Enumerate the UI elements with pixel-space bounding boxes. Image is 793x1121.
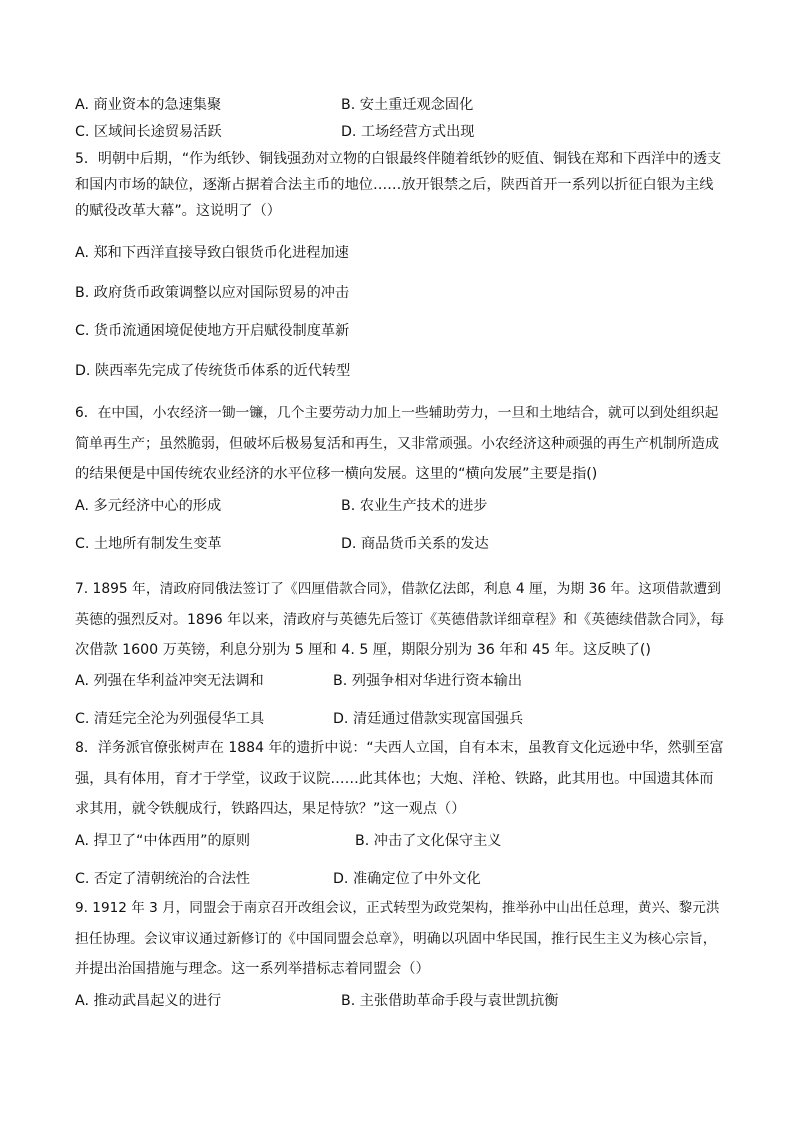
q9-stem (75, 893, 725, 985)
q6-option-c: C. 土地所有制发生变革 (75, 536, 222, 552)
q4-option-d: D. 工场经营方式出现 (341, 124, 475, 140)
q7-stem-line: 英德的强烈反对。1896 年以来，清政府与英德先后签订《英德借款详细章程》和《英德续借款合同》，每 (75, 611, 725, 628)
q9-options-row-1 (75, 989, 735, 1013)
q6-stem-line: 的结果便是中国传统农业经济的水平位移一横向发展。这里的“横向发展”主要是指() (75, 466, 598, 482)
q9-stem-line: 9. 1912 年 3 月，同盟会于南京召开改组会议，正式转型为政党架构，推举孙中山出任总理，黄兴、黎元洪 (75, 900, 720, 916)
q5-stem-line: 5．明朝中后期，“作为纸钞、铜钱强劲对立物的白银最终伴随着纸钞的贬值、铜钱在郑和下西洋中的透支 (75, 151, 722, 167)
q4-options-row-1 (75, 93, 735, 117)
q8-options-row-1 (75, 829, 735, 853)
q8-options-row-2 (75, 867, 735, 891)
q4-options-row-2 (75, 120, 735, 144)
q8-option-b: B. 冲击了文化保守主义 (355, 833, 502, 849)
q8-stem-line: 求其用，就令铁舰成行，铁路四达，果足恃欤？”这一观点（） (75, 801, 466, 817)
q5-option-c: C. 货币流通困境促使地方开启赋役制度革新 (75, 323, 350, 339)
q6-stem-line: 6．在中国，小农经济一锄一镰，几个主要劳动力加上一些辅助劳力，一旦和土地结合，就可以到处组织起 (75, 405, 719, 421)
q7-stem-line: 次借款 1600 万英镑，利息分别为 5 厘和 4. 5 厘，期限分别为 36 年和 45 年。这反映了() (75, 642, 651, 658)
q5-stem (75, 146, 725, 224)
q9-option-b: B. 主张借助革命手段与袁世凯抗衡 (341, 993, 559, 1009)
q5-option-d: D. 陕西率先完成了传统货币体系的近代转型 (75, 363, 351, 379)
q5-option-b: B. 政府货币政策调整以应对国际贸易的冲击 (75, 285, 350, 301)
q5-stem-line: 和国内市场的缺位，逐渐占据着合法主币的地位……放开银禁之后，陕西首开一系列以折征白银为主线 (75, 177, 714, 193)
q7-option-c: C. 清廷完全沦为列强侵华工具 (75, 711, 265, 727)
q9-option-a: A. 推动武昌起义的进行 (75, 993, 222, 1009)
q9-stem-line: 并提出治国措施与理念。这一系列举措标志着同盟会（） (75, 961, 430, 977)
q8-stem-line: 强，具有体用，育才于学堂，议政于议院……此其体也；大炮、洋枪、铁路，此其用也。中国遗其体而 (75, 770, 714, 787)
q6-options-row-1 (75, 494, 735, 518)
q7-option-b: B. 列强争相对华进行资本输出 (333, 673, 523, 689)
q7-options-row-1 (75, 669, 735, 693)
q6-options-row-2 (75, 532, 735, 556)
q7-stem (75, 574, 725, 666)
q8-option-d: D. 准确定位了中外文化 (333, 871, 481, 887)
q7-option-d: D. 清廷通过借款实现富国强兵 (333, 711, 524, 727)
q6-option-d: D. 商品货币关系的发达 (341, 536, 489, 552)
q8-option-a: A. 捍卫了“中体西用”的原则 (75, 833, 251, 849)
q4-option-b: B. 安土重迁观念固化 (341, 97, 474, 113)
q5-stem-line: 的赋役改革大幕”。这说明了（） (75, 203, 281, 219)
q8-stem (75, 733, 725, 825)
q6-stem (75, 398, 725, 490)
q8-option-c: C. 否定了清朝统治的合法性 (75, 871, 250, 887)
q5-option-a: A. 郑和下西洋直接导致白银货币化进程加速 (75, 245, 349, 261)
q7-options-row-2 (75, 707, 735, 731)
q4-option-a: A. 商业资本的急速集聚 (75, 97, 222, 113)
q6-option-a: A. 多元经济中心的形成 (75, 498, 222, 514)
q6-option-b: B. 农业生产技术的进步 (341, 498, 488, 514)
q4-option-c: C. 区域间长途贸易活跃 (75, 124, 222, 140)
q6-stem-line: 简单再生产；虽然脆弱，但破坏后极易复活和再生，又非常顽强。小农经济这种顽强的再生产机制所造成 (75, 435, 719, 452)
q8-stem-line: 8．洋务派官僚张树声在 1884 年的遗折中说：“夫西人立国，自有本末，虽教育文化远逊中华，然驯至富 (75, 740, 724, 756)
q7-stem-line: 7. 1895 年，清政府同俄法签订了《四厘借款合同》，借款亿法郎，利息 4 厘，为期 36 年。这项借款遭到 (75, 581, 721, 597)
q7-option-a: A. 列强在华利益冲突无法调和 (75, 673, 264, 689)
q9-stem-line: 担任协理。会议审议通过新修订的《中国同盟会总章》，明确以巩固中华民国，推行民生主义为核心宗旨， (75, 930, 717, 947)
